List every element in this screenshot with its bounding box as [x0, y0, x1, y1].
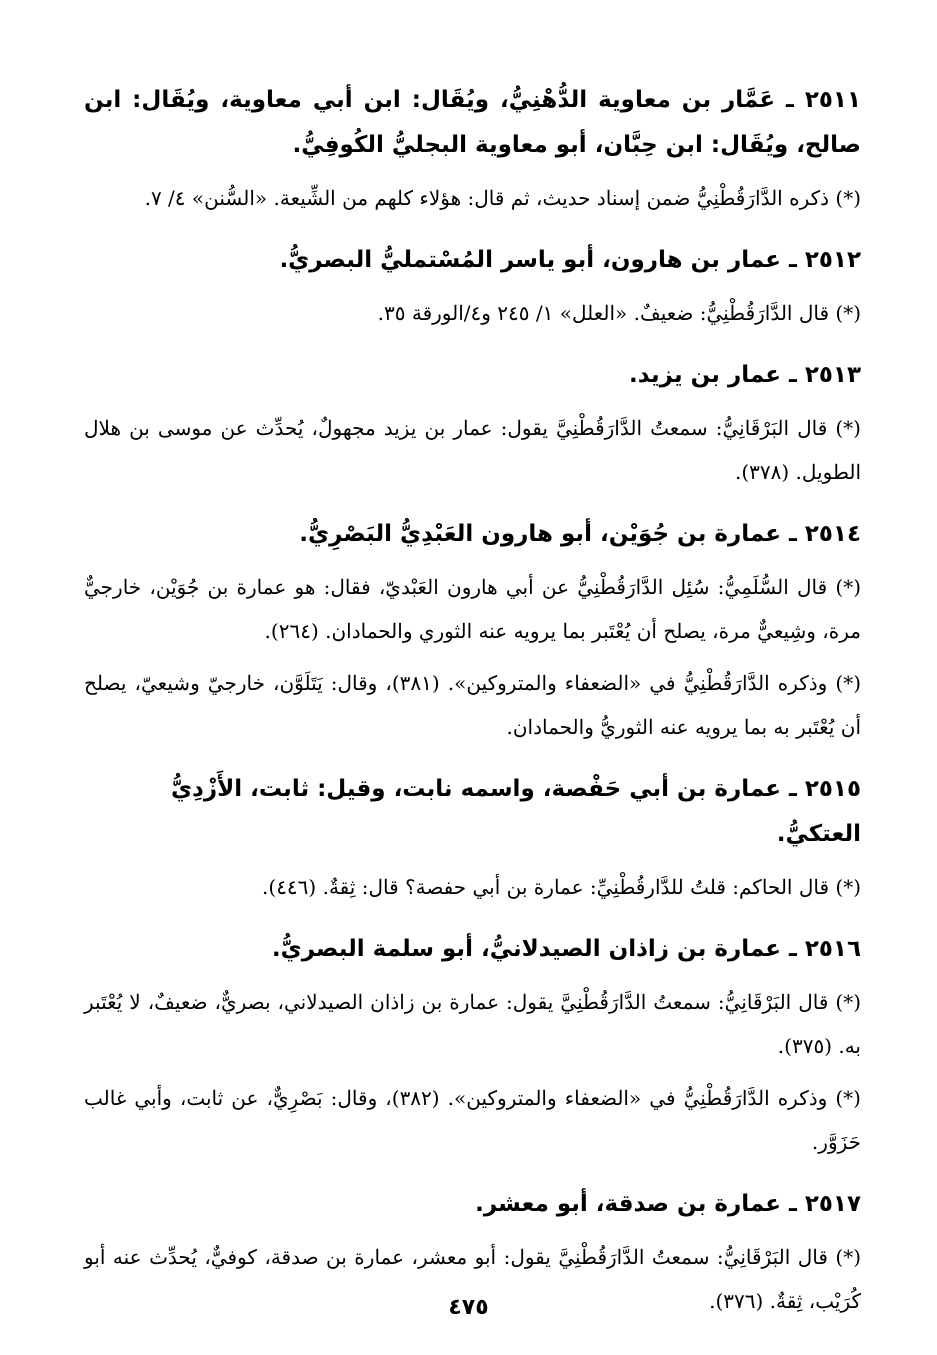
entry-2516	[84, 927, 861, 1164]
entry-2514	[84, 512, 861, 749]
entry-2515	[84, 767, 861, 909]
entry-note: (*) قال البَرْقَانِيُّ: سمعتُ الدَّارَقُطْنِيَّ يقول: أبو معشر، عمارة بن صدقة، كوفيٌّ، يُحدِّث عنه أبو كُرَيْب، ثِقةٌ. (٣٧٦).	[84, 1245, 861, 1313]
entry-heading: ٢٥١٥ ـ عمارة بن أبي حَفْصة، واسمه نابت، وقيل: ثابت، الأَزْدِيُّ العتكيُّ.	[170, 776, 861, 847]
page-number: ٤٧٥	[448, 1295, 489, 1320]
entry-heading: ٢٥١٧ ـ عمارة بن صدقة، أبو معشر.	[475, 1191, 861, 1217]
entry-note: (*) قال البَرْقَانِيُّ: سمعتُ الدَّارَقُطْنِيَّ يقول: عمارة بن زاذان الصيدلاني، بصريٌّ، ضعيفٌ، لا يُعْتَبر به. (٣٧٥).	[84, 990, 861, 1058]
entry-note: (*) وذكره الدَّارَقُطْنِيُّ في «الضعفاء والمتروكين». (٣٨٢)، وقال: بَصْرِيٌّ، عن ثابت، وأبي غالب حَزَوَّر.	[84, 1086, 861, 1154]
entry-heading: ٢٥١٢ ـ عمار بن هارون، أبو ياسر المُسْتمليُّ البصريُّ.	[279, 247, 861, 273]
entry-2511	[84, 78, 861, 220]
entry-heading: ٢٥١٣ ـ عمار بن يزيد.	[629, 362, 861, 388]
entry-note: (*) وذكره الدَّارَقُطْنِيُّ في «الضعفاء والمتروكين». (٣٨١)، وقال: يَتَلَوَّن، خارجيّ وشيعيّ، يصلح أن يُعْتَبر به بما يرويه عنه الثوريُّ والحمادان.	[84, 671, 861, 739]
entry-note: (*) قال البَرْقَانِيُّ: سمعتُ الدَّارَقُطْنِيَّ يقول: عمار بن يزيد مجهولٌ، يُحدِّث عن موسى بن هلال الطويل. (٣٧٨).	[84, 416, 861, 484]
entry-note: (*) ذكره الدَّارَقُطْنِيُّ ضمن إسناد حديث، ثم قال: هؤلاء كلهم من الشِّيعة. «السُّنن» ٤/ ٧.	[144, 186, 861, 210]
entry-2513	[84, 353, 861, 494]
entry-heading: ٢٥١٤ ـ عمارة بن جُوَيْن، أبو هارون العَبْدِيُّ البَصْرِيُّ.	[299, 521, 861, 547]
entry-heading: ٢٥١٦ ـ عمارة بن زاذان الصيدلانيُّ، أبو سلمة البصريُّ.	[271, 936, 861, 962]
entry-heading: ٢٥١١ ـ عَمَّار بن معاوية الدُّهْنِيُّ، ويُقَال: ابن أبي معاوية، ويُقَال: ابن صالح، ويُقَال: ابن حِبَّان، أبو معاوية البجليُّ الكُوفِيُّ.	[84, 87, 861, 158]
entry-note: (*) قال الدَّارَقُطْنِيُّ: ضعيفٌ. «العلل» ١/ ٢٤٥ و٤/الورقة ٣٥.	[377, 301, 861, 325]
entry-note: (*) قال الحاكم: قلتُ للدَّارقُطْنِيِّ: عمارة بن أبي حفصة؟ قال: ثِقةٌ. (٤٤٦).	[262, 875, 861, 899]
entry-2512	[84, 238, 861, 335]
entry-note: (*) قال السُّلَمِيُّ: سُئِل الدَّارَقُطْنِيُّ عن أبي هارون العَبْديّ، فقال: هو عمارة بن جُوَيْن، خارجيٌّ مرة، وشِيعيٌّ مرة، يصلح أن يُعْتَبر بما يرويه عنه الثوري والحمادان. (٢٦٤).	[84, 575, 861, 643]
